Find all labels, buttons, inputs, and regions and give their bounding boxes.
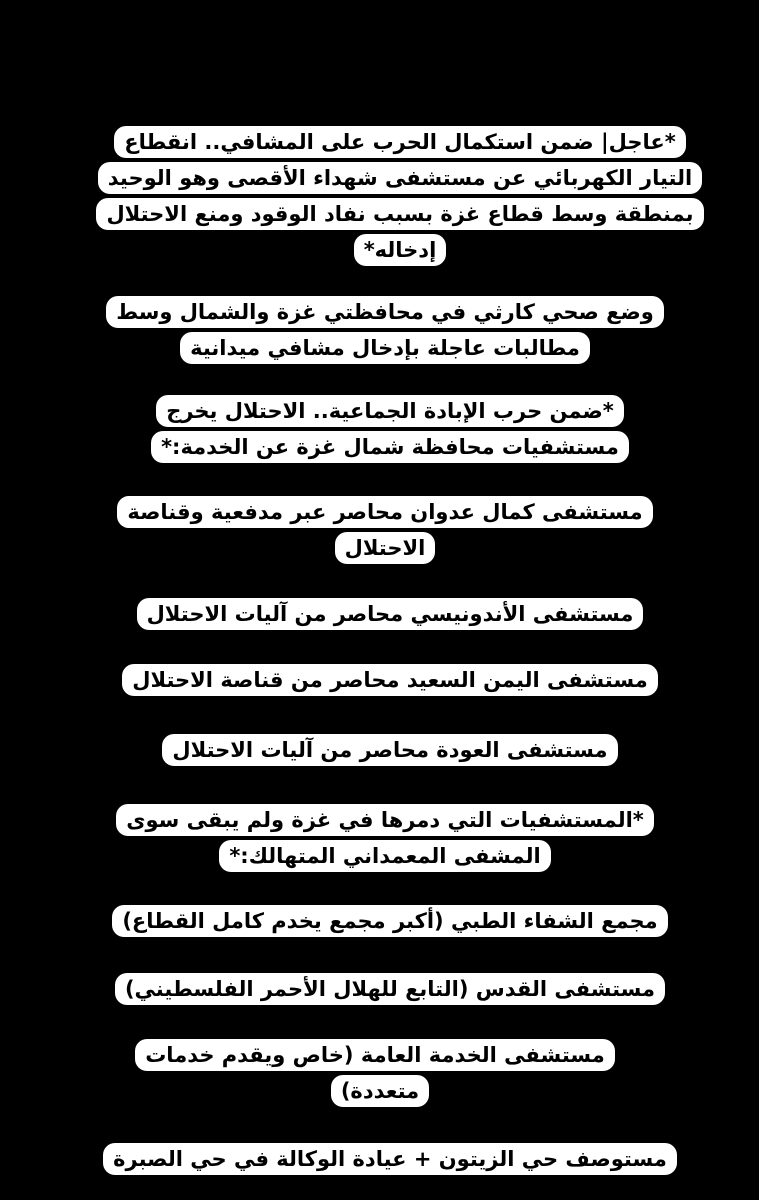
news-item [80,662,700,698]
news-item-text: *عاجل| ضمن استكمال الحرب على المشافي.. انقطاع التيار الكهربائي عن مستشفى شهداء الأقصى وهو الوحيد بمنطقة وسط قطاع غزة بسبب نفاد الوقود ومنع الاحتلال إدخاله* [96,126,703,266]
news-item-text: مستوصف حي الزيتون + عيادة الوكالة في حي الصبرة [103,1143,677,1175]
news-item [95,124,705,268]
news-item-text: مستشفى الخدمة العامة (خاص ويقدم خدمات متعددة) [135,1039,615,1107]
news-item [80,971,700,1007]
news-item-text: مجمع الشفاء الطبي (أكبر مجمع يخدم كامل القطاع) [112,905,667,937]
news-item [95,802,675,874]
news-item-text: مستشفى اليمن السعيد محاصر من قناصة الاحتلال [122,664,657,696]
news-item [110,393,670,465]
news-item [75,1141,705,1177]
news-item-text: مستشفى القدس (التابع للهلال الأحمر الفلسطيني) [115,973,665,1005]
news-item [95,494,675,566]
news-item-text: مستشفى كمال عدوان محاصر عبر مدفعية وقناصة الاحتلال [117,496,652,564]
news-item [100,1037,660,1109]
news-item-text: وضع صحي كارثي في محافظتي غزة والشمال وسط مطالبات عاجلة بإدخال مشافي ميدانية [106,296,664,364]
news-item [120,732,660,768]
news-item [85,294,685,366]
news-item-text: *ضمن حرب الإبادة الجماعية.. الاحتلال يخرج مستشفيات محافظة شمال غزة عن الخدمة:* [151,395,629,463]
news-item-text: مستشفى الأندونيسي محاصر من آليات الاحتلال [137,598,644,630]
news-item-text: مستشفى العودة محاصر من آليات الاحتلال [162,734,617,766]
news-item [70,903,710,939]
news-item [100,596,680,632]
news-item-text: *المستشفيات التي دمرها في غزة ولم يبقى سوى المشفى المعمداني المتهالك:* [116,804,654,872]
